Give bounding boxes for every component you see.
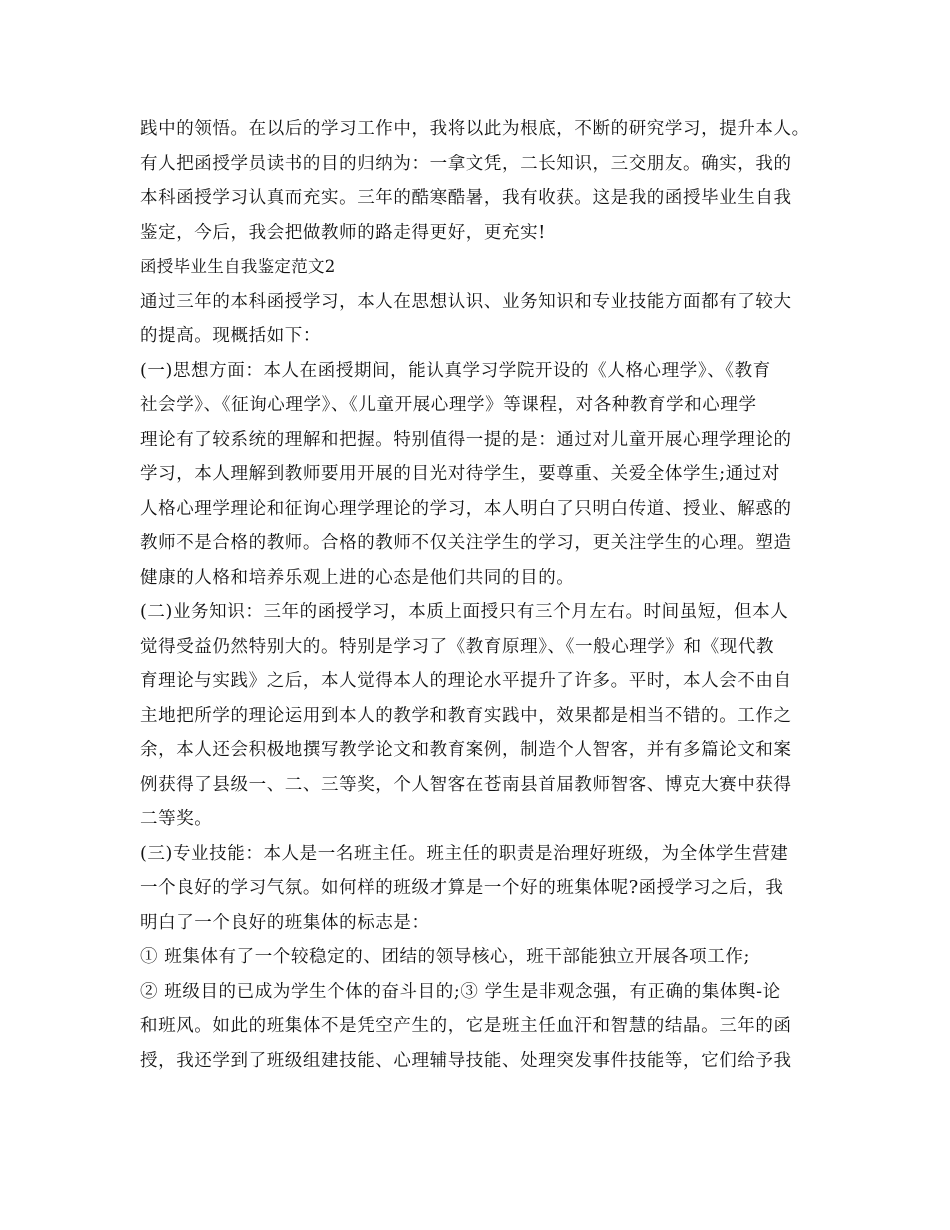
text-line: 和班风。如此的班集体不是凭空产生的，它是班主任血汗和智慧的结晶。三年的函 xyxy=(140,1016,792,1036)
text-line: 育理论与实践》之后，本人觉得本人的理论水平提升了许多。平时，本人会不由自 xyxy=(140,671,792,691)
text-line: 一个良好的学习气氛。如何样的班级才算是一个好的班集体呢?函授学习之后，我 xyxy=(140,878,784,898)
text-line: 觉得受益仍然特别大的。特别是学习了《教育原理》、《一般心理学》和《现代教 xyxy=(140,636,775,657)
text-line: 的提高。现概括如下： xyxy=(140,326,321,346)
text-line: 学习，本人理解到教师要用开展的目光对待学生，要尊重、关爱全体学生;通过对 xyxy=(140,464,780,484)
text-line: 有人把函授学员读书的目的归纳为：一拿文凭，二长知识，三交朋友。确实，我的 xyxy=(140,153,792,174)
list-item: ② 班级目的已成为学生个体的奋斗目的;③ 学生是非观念强，有正确的集体舆-论 xyxy=(140,981,781,1002)
list-item: ① 班集体有了一个较稳定的、团结的领导核心，班干部能独立开展各项工作; xyxy=(140,947,750,967)
text-line: 二等奖。 xyxy=(140,809,213,829)
text-line: 明白了一个良好的班集体的标志是： xyxy=(140,912,430,933)
text-line: 通过三年的本科函授学习，本人在思想认识、业务知识和专业技能方面都有了较大 xyxy=(140,291,792,312)
text-line: 鉴定，今后，我会把做教师的路走得更好，更充实! xyxy=(140,222,546,243)
text-line: 理论有了较系统的理解和把握。特别值得一提的是：通过对儿童开展心理学理论的 xyxy=(140,429,792,450)
text-line: 本科函授学习认真而充实。三年的酷寒酷暑，我有收获。这是我的函授毕业生自我 xyxy=(140,188,792,208)
text-line: (一)思想方面：本人在函授期间，能认真学习学院开设的《人格心理学》、《教育 xyxy=(140,360,771,381)
text-line: 健康的人格和培养乐观上进的心态是他们共同的目的。 xyxy=(140,567,575,588)
text-line: 余，本人还会积极地撰写教学论文和教育案例，制造个人智客，并有多篇论文和案 xyxy=(140,740,792,760)
text-line: (二)业务知识：三年的函授学习，本质上面授只有三个月左右。时间虽短，但本人 xyxy=(140,602,789,622)
text-line: 例获得了县级一、二、三等奖，个人智客在苍南县首届教师智客、博克大赛中获得 xyxy=(140,774,792,795)
text-line: (三)专业技能：本人是一名班主任。班主任的职责是治理好班级，为全体学生营建 xyxy=(140,843,789,864)
text-line: 主地把所学的理论运用到本人的教学和教育实践中，效果都是相当不错的。工作之 xyxy=(140,705,792,726)
document-body xyxy=(140,112,830,1078)
text-line: 社会学》、《征询心理学》、《儿童开展心理学》等课程，对各种教育学和心理学 xyxy=(140,395,757,415)
text-line: 教师不是合格的教师。合格的教师不仅关注学生的学习，更关注学生的心理。塑造 xyxy=(140,533,792,553)
section-heading: 函授毕业生自我鉴定范文2 xyxy=(140,257,336,276)
text-line: 践中的领悟。在以后的学习工作中，我将以此为根底，不断的研究学习，提升本人。 xyxy=(140,119,810,139)
text-line: 人格心理学理论和征询心理学理论的学习，本人明白了只明白传道、授业、解惑的 xyxy=(140,498,792,519)
text-line: 授，我还学到了班级组建技能、心理辅导技能、处理突发事件技能等，它们给予我 xyxy=(140,1050,792,1071)
